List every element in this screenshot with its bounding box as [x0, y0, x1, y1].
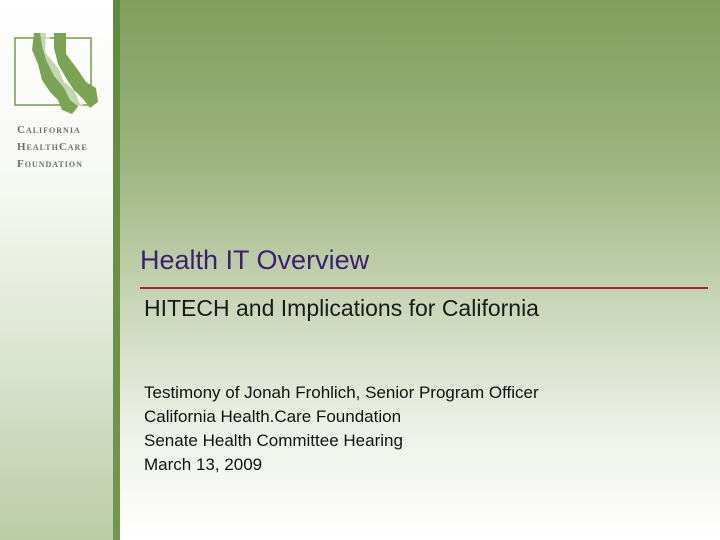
logo-line-3: Foundation [17, 158, 83, 170]
panel-divider-stripe [113, 0, 120, 540]
slide-subtitle: HITECH and Implications for California [144, 295, 539, 321]
logo-line-2: HealthCare [17, 141, 88, 153]
title-divider [140, 287, 708, 289]
california-state-icon [14, 30, 102, 116]
organization-logo-text [17, 122, 88, 173]
details-line-date: March 13, 2009 [144, 455, 263, 474]
slide-title: Health IT Overview [140, 245, 370, 275]
presentation-details [144, 381, 539, 477]
details-line-organization: California Health.Care Foundation [144, 407, 402, 426]
details-line-presenter: Testimony of Jonah Frohlich, Senior Program Officer [144, 383, 539, 402]
logo-line-1: California [17, 124, 81, 136]
details-line-event: Senate Health Committee Hearing [144, 431, 403, 450]
